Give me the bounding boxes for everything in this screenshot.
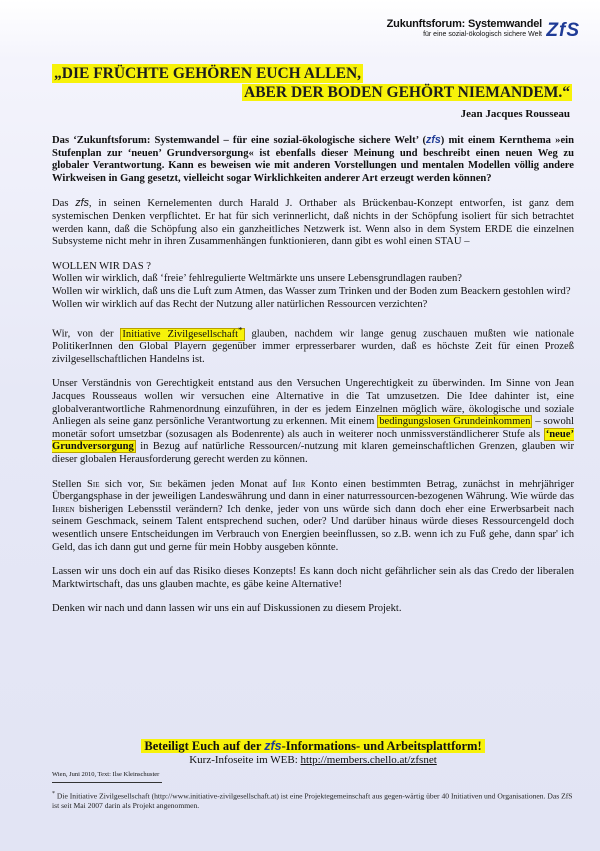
zfs-logo-mark: ZfS xyxy=(546,20,580,41)
call-to-action xyxy=(52,739,574,767)
footnote-divider xyxy=(52,782,162,783)
footnote xyxy=(52,790,574,811)
article-body xyxy=(52,134,574,628)
initiative-name: Initiative Zivilgesellschaft xyxy=(122,328,239,340)
text-run: Stellen xyxy=(52,478,87,490)
logo-name: Zukunftsforum: Systemwandel xyxy=(386,18,542,30)
page-title xyxy=(52,64,572,102)
zfs-inline-mark: zfs xyxy=(426,134,441,146)
text-run: glauben, nachdem wir lange genug zuschauen mußten wie nationale PolitikerInnen den Global Playern gegenüber immer erpresserbarer wurden, daß es höchste Zeit für einen Prozeß zivilgesellschaftlichen Handelns ist. xyxy=(52,328,574,365)
text-run: sich vor, xyxy=(99,478,150,490)
title-line-1: „DIE FRÜCHTE GEHÖREN EUCH ALLEN, xyxy=(54,65,362,82)
document-meta: Wien, Juni 2010, Text: Ilse Kleinschuster xyxy=(52,771,160,778)
text-run: Beteiligt Euch auf der xyxy=(144,739,265,753)
paragraph-risk: Lassen wir uns doch ein auf das Risiko dieses Konzepts! Es kann doch nicht gefährlicher sein als das Credo der liberalen Marktwirtschaft, das uns glauben machte, es gäbe keine Alternative! xyxy=(52,566,574,590)
text-run: bekämen jeden Monat auf xyxy=(162,478,293,490)
text-run: -Informations- und Arbeitsplattform! xyxy=(281,739,482,753)
text-run: Das xyxy=(52,135,74,146)
quote-author: Jean Jacques Rousseau xyxy=(460,108,570,120)
zfs-inline-mark: zfs xyxy=(264,739,282,753)
paragraph-initiative xyxy=(52,323,574,366)
logo-block xyxy=(387,18,542,38)
paragraph-imagine xyxy=(52,479,574,555)
grundeinkommen-highlight: bedingungslosen Grundeinkommen xyxy=(379,416,531,428)
title-line-2: ABER DER BODEN GEHÖRT NIEMANDEM.“ xyxy=(244,84,570,101)
grundversorgung-highlight: ‘neue’ Grundversorgung xyxy=(52,428,574,453)
initiative-highlight xyxy=(120,324,244,341)
paragraph-system xyxy=(52,197,574,248)
text-run: »ein Stufenplan zur ‘neuen’ Grundversorgung« xyxy=(52,135,574,159)
text-run: Unser Verständnis von Gerechtigkeit entstand aus den Versuchen Ungerechtigkeit zu überwinden. Im Sinne von Jean Jacques Rousseaus wollen wir versuchen eine Alternative in die Tat umzusetzen. Die Idee dahinter ist, eine globalverantwortliche Rahmenordnung einzuführen, in der es jedem Einzelnen möglich wäre, ökologische und soziale Anliegen als seine ganz persönliche Verantwortung zu erkennen. Mit einem xyxy=(52,378,574,428)
text-run: , in seinen Kernelementen durch Harald J. Orthaber als Brückenbau-Konzept entworfen, ist ganz dem systemischen Denken verpflichtet. Er hat für sich verinnerlicht, daß nichts in der Schöpfung isoliert für sich betrachtet werden kann, daß die Schöpfung also ein ganzheitliches Netzwerk ist. Wenn also in dem System ERDE die einzelnen Subsysteme nicht mehr in ihren Zusammenhängen funktionieren, dann gibt es wohl einen STAU – xyxy=(52,198,575,248)
paragraph-justice xyxy=(52,378,574,466)
text-run: Ihr xyxy=(292,478,306,490)
text-run: in Bezug auf natürliche Ressourcen/-nutzung mit klaren gemeinschaftlichen Grenzen, glauben wir dieser globalen Herausforderung gerecht werden zu können. xyxy=(52,441,574,465)
text-run: Kurz-Infoseite im WEB: xyxy=(189,754,301,766)
paragraph-think: Denken wir nach und dann lassen wir uns ein auf Diskussionen zu diesem Projekt. xyxy=(52,603,402,615)
text-run: Konto einen bestimmten Betrag, zunächst in mehrjähriger Übergangsphase in der jeweiligen Landeswährung und dann in einer naturressourcen-bezogenen Währung. Wie würde das xyxy=(52,478,575,503)
footnote-mark: * xyxy=(52,791,55,797)
title-line-2-wrap xyxy=(52,83,572,102)
footnote-ref: * xyxy=(238,324,243,335)
text-run: ‘Zukunftsforum: Systemwandel – für eine sozial-ökologische sichere Welt’ ( xyxy=(73,135,427,146)
text-run: ist ebenfalls dieser Meinung und beschreibt einen neuen Weg zu globaler Verantwortung. Kann es beweisen wie mit anderen Vorstellungen und mentalen Modellen völlig andere Wirkweisen in Gang gesetzt, vielleicht sogar Wirklichkeiten anderer Art erzeugt werden können? xyxy=(52,147,574,184)
question-line: Wollen wir wirklich auf das Recht der Nutzung aller natürlichen Ressourcen verzichten? xyxy=(52,298,428,310)
text-run: Ihren xyxy=(52,503,75,515)
text-run: ) mit einem Kernthema xyxy=(440,135,556,146)
text-run: bisherigen Lebensstil verändern? Ich denke, jeder von uns würde sich dann doch eher eine Erwerbsarbeit nach seinem Geschmack, seinem Talent entsprechend suchen, oder? Und darüber hinaus würde dieses Ressourcengeld doch wesentlich unsere Entscheidungen im Verbrauch von Energien beeinflussen, so z.B. wenn ich zu Fuß gehe, dann spar' ich Geld, das ich dann gut und gerne für mein Hobby ausgeben könnte. xyxy=(52,503,574,553)
cta-subline xyxy=(52,753,574,767)
text-run: Das xyxy=(52,198,76,210)
logo-subtitle: für eine sozial-ökologisch sichere Welt xyxy=(423,31,542,38)
text-run: Sie xyxy=(86,478,100,490)
cta-headline xyxy=(141,739,484,753)
text-run: Sie xyxy=(149,478,163,490)
web-link[interactable]: http://members.chello.at/zfsnet xyxy=(300,754,437,766)
questions-block xyxy=(52,261,574,311)
text-run: – sowohl monetär sofort umsetzbar (sozusagen als Bodenrente) als auch in weiterer noch unmissverständlicherer Stufe als xyxy=(52,416,574,440)
zfs-inline-mark: zfs xyxy=(75,197,89,210)
paragraph-intro xyxy=(52,134,574,185)
question-line: Wollen wir wirklich, daß ‘freie’ fehlregulierte Weltmärkte uns unsere Lebensgrundlagen rauben? xyxy=(52,273,463,285)
footnote-text: Die Initiative Zivilgesellschaft (http://www.initiative-zivilgesellschaft.at) ist eine Projektegemeinschaft aus gegen-wärtig über 40 Initiativen und Organisationen. Das ZfS ist seit Mai 2007 darin als Projekt angenommen. xyxy=(52,791,573,811)
question-line: Wollen wir wirklich, daß uns die Luft zum Atmen, das Wasser zum Trinken und der Boden zum Beackern gestohlen wird? xyxy=(52,285,571,297)
text-run: Wir, von der xyxy=(52,328,121,340)
question-line: WOLLEN WIR DAS ? xyxy=(52,260,151,272)
